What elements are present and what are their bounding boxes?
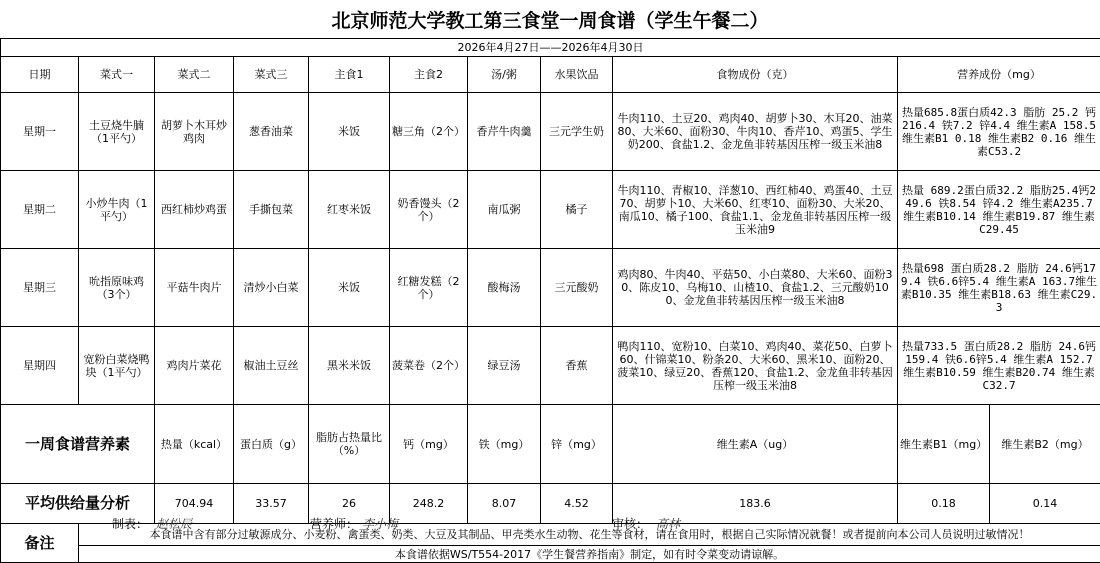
avg-label: 平均供给量分析 xyxy=(1,484,155,524)
ingredients: 鸭肉110、宽粉10、白菜10、鸡肉40、菜花50、白萝卜60、什锦菜10、粉条20、大米60、黑米10、面粉20、菠菜10、绿豆20、香蕉120、食盐1.2、金龙鱼非转基因压榨一级玉米油8 xyxy=(613,327,898,405)
dish1: 吮指原味鸡（3个） xyxy=(79,249,155,327)
summary-value: 248.2 xyxy=(390,484,468,524)
staple2: 糖三角（2个） xyxy=(390,93,468,171)
summary-header: 维生素B2（mg） xyxy=(990,405,1100,484)
dish1: 土豆烧牛腩（1平勺） xyxy=(79,93,155,171)
staple1: 红枣米饭 xyxy=(309,171,390,249)
summary-value: 0.18 xyxy=(898,484,990,524)
ingredients: 鸡肉80、牛肉40、平菇50、小白菜80、大米60、面粉30、陈皮10、乌梅10、山楂10、食盐1.2、三元酸奶100、金龙鱼非转基因压榨一级玉米油8 xyxy=(613,249,898,327)
staple2: 红糖发糕（2个） xyxy=(390,249,468,327)
header-row xyxy=(1,57,1100,93)
nutrition: 热量 689.2蛋白质32.2 脂肪25.4钙249.6 铁8.54 锌4.2 维生素A235.7维生素B10.14 维生素B19.87 维生素C29.45 xyxy=(898,171,1100,249)
staple1: 黑米米饭 xyxy=(309,327,390,405)
notes-line-2: 本食谱依据WS/T554-2017《学生餐营养指南》制定，如有时令菜变动请谅解。 xyxy=(79,546,1100,563)
nutrition: 热量685.8蛋白质42.3 脂肪 25.2 钙216.4 铁7.2 锌4.4 维生素A 158.5维生素B1 0.18 维生素B2 0.16 维生素C53.2 xyxy=(898,93,1100,171)
summary-value: 0.14 xyxy=(990,484,1100,524)
summary-label: 一周食谱营养素 xyxy=(1,405,155,484)
maker-signature: 赵松辰 xyxy=(156,515,192,532)
summary-value: 8.07 xyxy=(468,484,541,524)
dish2: 西红柿炒鸡蛋 xyxy=(155,171,234,249)
nutritionist-label: 营养师： xyxy=(310,515,358,532)
dish1: 小炒牛肉（1平勺） xyxy=(79,171,155,249)
reviewer-signature: 高林 xyxy=(656,515,680,532)
header-ingredients: 食物成份（克） xyxy=(613,57,898,93)
nutrition: 热量698 蛋白质28.2 脂肪 24.6钙179.4 铁6.6锌5.4 维生素A 163.7维生素B10.35 维生素B18.63 维生素C29.3 xyxy=(898,249,1100,327)
header-staple1: 主食1 xyxy=(309,57,390,93)
dish2: 鸡肉片菜花 xyxy=(155,327,234,405)
dish1: 宽粉白菜烧鸭块（1平勺） xyxy=(79,327,155,405)
header-staple2: 主食2 xyxy=(390,57,468,93)
dish3: 葱香油菜 xyxy=(234,93,309,171)
summary-header: 蛋白质（g） xyxy=(234,405,309,484)
day-row-wednesday xyxy=(1,249,1100,327)
nutrition: 热量733.5 蛋白质28.2 脂肪 24.6钙159.4 铁6.6锌5.4 维生素A 152.7维生素B10.59 维生素B20.74 维生素C32.7 xyxy=(898,327,1100,405)
summary-header: 脂肪占热量比（%） xyxy=(309,405,390,484)
summary-header: 铁（mg） xyxy=(468,405,541,484)
ingredients: 牛肉110、土豆20、鸡肉40、胡萝卜30、木耳20、油菜80、大米60、面粉30、牛肉10、香芹10、鸡蛋5、学生奶200、食盐1.2、金龙鱼非转基因压榨一级玉米油8 xyxy=(613,93,898,171)
maker-label: 制表： xyxy=(112,515,148,532)
day-label: 星期三 xyxy=(1,249,79,327)
day-row-thursday xyxy=(1,327,1100,405)
header-dish2: 菜式二 xyxy=(155,57,234,93)
reviewer-label: 审核： xyxy=(612,515,648,532)
fruit: 三元学生奶 xyxy=(541,93,613,171)
day-label: 星期一 xyxy=(1,93,79,171)
page-title: 北京师范大学教工第三食堂一周食谱（学生午餐二） xyxy=(0,0,1100,38)
summary-value: 4.52 xyxy=(541,484,613,524)
soup: 绿豆汤 xyxy=(468,327,541,405)
date-range: 2026年4月27日——2026年4月30日 xyxy=(1,39,1100,57)
soup: 香芹牛肉羹 xyxy=(468,93,541,171)
signature-footer xyxy=(0,512,1100,534)
summary-header: 锌（mg） xyxy=(541,405,613,484)
header-nutrition: 营养成份（mg） xyxy=(898,57,1100,93)
summary-header: 维生素B1（mg） xyxy=(898,405,990,484)
notes-line-1: 本食谱中含有部分过敏源成分、小麦粉、禽蛋类、奶类、大豆及其制品、甲壳类水生动物、花生等食材，请在食用时，根据自己实际情况就餐！或者提前向本公司人员说明过敏情况！ xyxy=(79,524,1100,546)
header-soup: 汤/粥 xyxy=(468,57,541,93)
header-day: 日期 xyxy=(1,57,79,93)
summary-header: 钙（mg） xyxy=(390,405,468,484)
notes-label: 备注 xyxy=(1,524,79,563)
dish3: 手撕包菜 xyxy=(234,171,309,249)
dish3: 清炒小白菜 xyxy=(234,249,309,327)
header-fruit: 水果饮品 xyxy=(541,57,613,93)
nutritionist-signature: 李小梅 xyxy=(362,515,398,532)
notes-row-2 xyxy=(1,546,1100,563)
ingredients: 牛肉110、青椒10、洋葱10、西红柿40、鸡蛋40、土豆70、胡萝卜10、大米60、红枣10、面粉30、大米20、南瓜10、橘子100、食盐1.1、金龙鱼非转基因压榨一级玉米油9 xyxy=(613,171,898,249)
day-label: 星期二 xyxy=(1,171,79,249)
summary-header: 维生素A（ug） xyxy=(613,405,898,484)
fruit: 三元酸奶 xyxy=(541,249,613,327)
summary-header: 热量（kcal） xyxy=(155,405,234,484)
summary-value: 183.6 xyxy=(613,484,898,524)
menu-table xyxy=(0,38,1100,563)
day-row-monday xyxy=(1,93,1100,171)
dish2: 胡萝卜木耳炒鸡肉 xyxy=(155,93,234,171)
day-row-tuesday xyxy=(1,171,1100,249)
dish3: 椒油土豆丝 xyxy=(234,327,309,405)
fruit: 香蕉 xyxy=(541,327,613,405)
soup: 酸梅汤 xyxy=(468,249,541,327)
summary-value: 33.57 xyxy=(234,484,309,524)
summary-header-row xyxy=(1,405,1100,484)
header-dish3: 菜式三 xyxy=(234,57,309,93)
day-label: 星期四 xyxy=(1,327,79,405)
soup: 南瓜粥 xyxy=(468,171,541,249)
fruit: 橘子 xyxy=(541,171,613,249)
staple2: 菠菜卷（2个） xyxy=(390,327,468,405)
summary-value: 704.94 xyxy=(155,484,234,524)
date-row xyxy=(1,39,1100,57)
summary-value: 26 xyxy=(309,484,390,524)
header-dish1: 菜式一 xyxy=(79,57,155,93)
dish2: 平菇牛肉片 xyxy=(155,249,234,327)
staple1: 米饭 xyxy=(309,93,390,171)
staple1: 米饭 xyxy=(309,249,390,327)
staple2: 奶香馒头（2个） xyxy=(390,171,468,249)
